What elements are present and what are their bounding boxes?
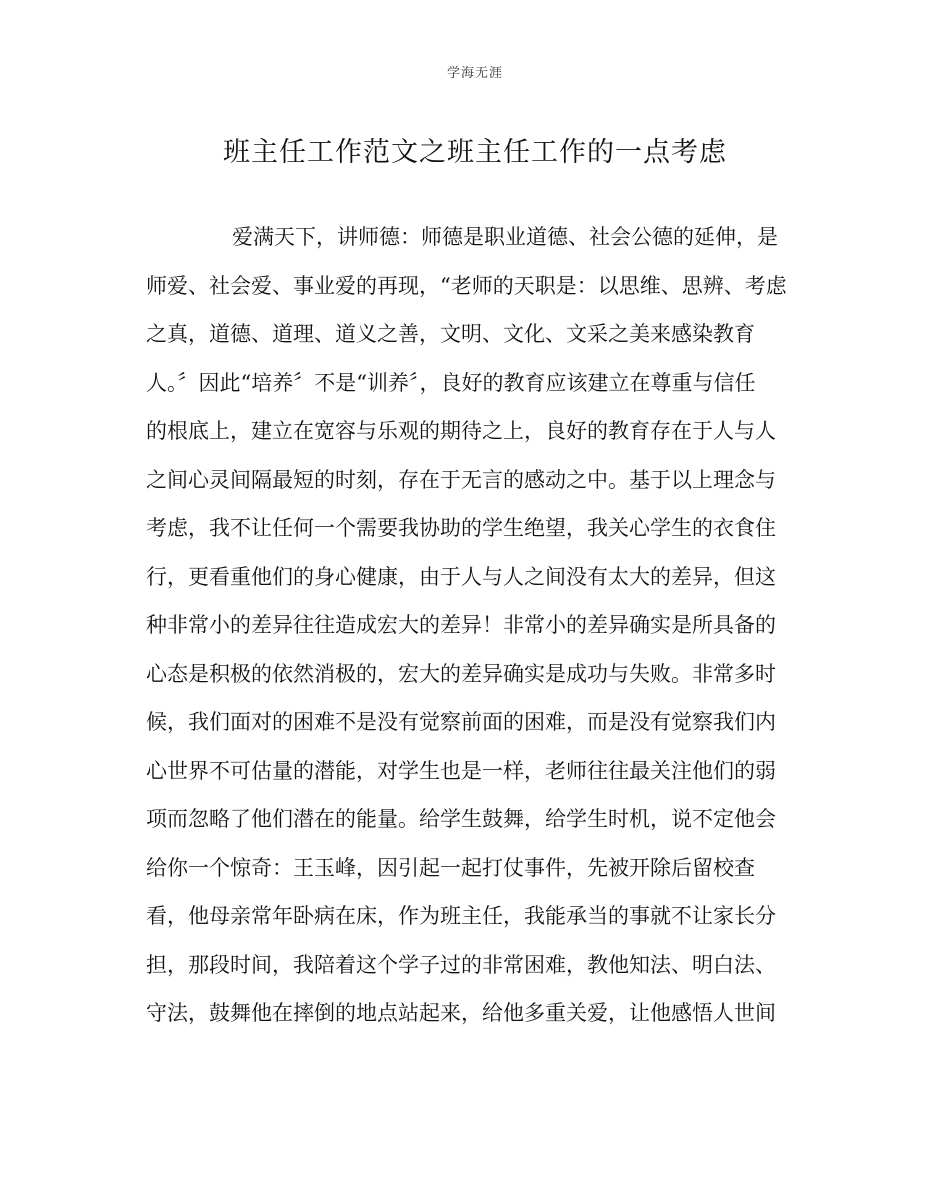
text-line: 看，他母亲常年卧病在床，作为班主任，我能承当的事就不让家长分: [146, 904, 776, 928]
text-line: 守法，鼓舞他在摔倒的地点站起来，给他多重关爱，让他感悟人世间: [146, 1001, 776, 1025]
text-line: 人。〞因此“培养〞不是“训养〞，良好的教育应该建立在尊重与信任: [146, 370, 756, 395]
text-line: 考虑，我不让任何一个需要我协助的学生绝望，我关心学生的衣食住: [146, 516, 776, 540]
document-title: 班主任工作范文之班主任工作的一点考虑: [223, 137, 727, 168]
text-line: 的根底上，建立在宽容与乐观的期待之上，良好的教育存在于人与人: [146, 419, 776, 443]
text-line: 担，那段时间，我陪着这个学子过的非常困难，教他知法、明白法、: [146, 952, 776, 977]
text-line: 候，我们面对的困难不是没有觉察前面的困难，而是没有觉察我们内: [146, 710, 776, 734]
text-line: 项而忽略了他们潜在的能量。给学生鼓舞，给学生时机，说不定他会: [146, 807, 776, 831]
text-line: 之真，道德、道理、道义之善，文明、文化、文采之美来感染教育: [146, 322, 755, 346]
text-line: 心世界不可估量的潜能，对学生也是一样，老师往往最关注他们的弱: [146, 758, 776, 783]
text-line: 行，更看重他们的身心健康，由于人与人之间没有太大的差异，但这: [146, 564, 776, 589]
text-line: 心态是积极的依然消极的，宏大的差异确实是成功与失败。非常多时: [146, 661, 776, 686]
page-header: 学海无涯: [446, 66, 503, 81]
text-line: 种非常小的差异往往造成宏大的差异！非常小的差异确实是所具备的: [146, 613, 776, 637]
text-line: 爱满天下，讲师德：师德是职业道德、社会公德的延伸，是: [232, 225, 778, 249]
text-line: 之间心灵间隔最短的时刻，存在于无言的感动之中。基于以上理念与: [146, 467, 776, 492]
text-line: 给你一个惊奇：王玉峰，因引起一起打仗事件，先被开除后留校查: [146, 855, 755, 880]
body-paragraph: [146, 221, 816, 1046]
text-line: 师爱、社会爱、事业爱的再现，“老师的天职是：以思维、思辨、考虑: [146, 273, 787, 298]
